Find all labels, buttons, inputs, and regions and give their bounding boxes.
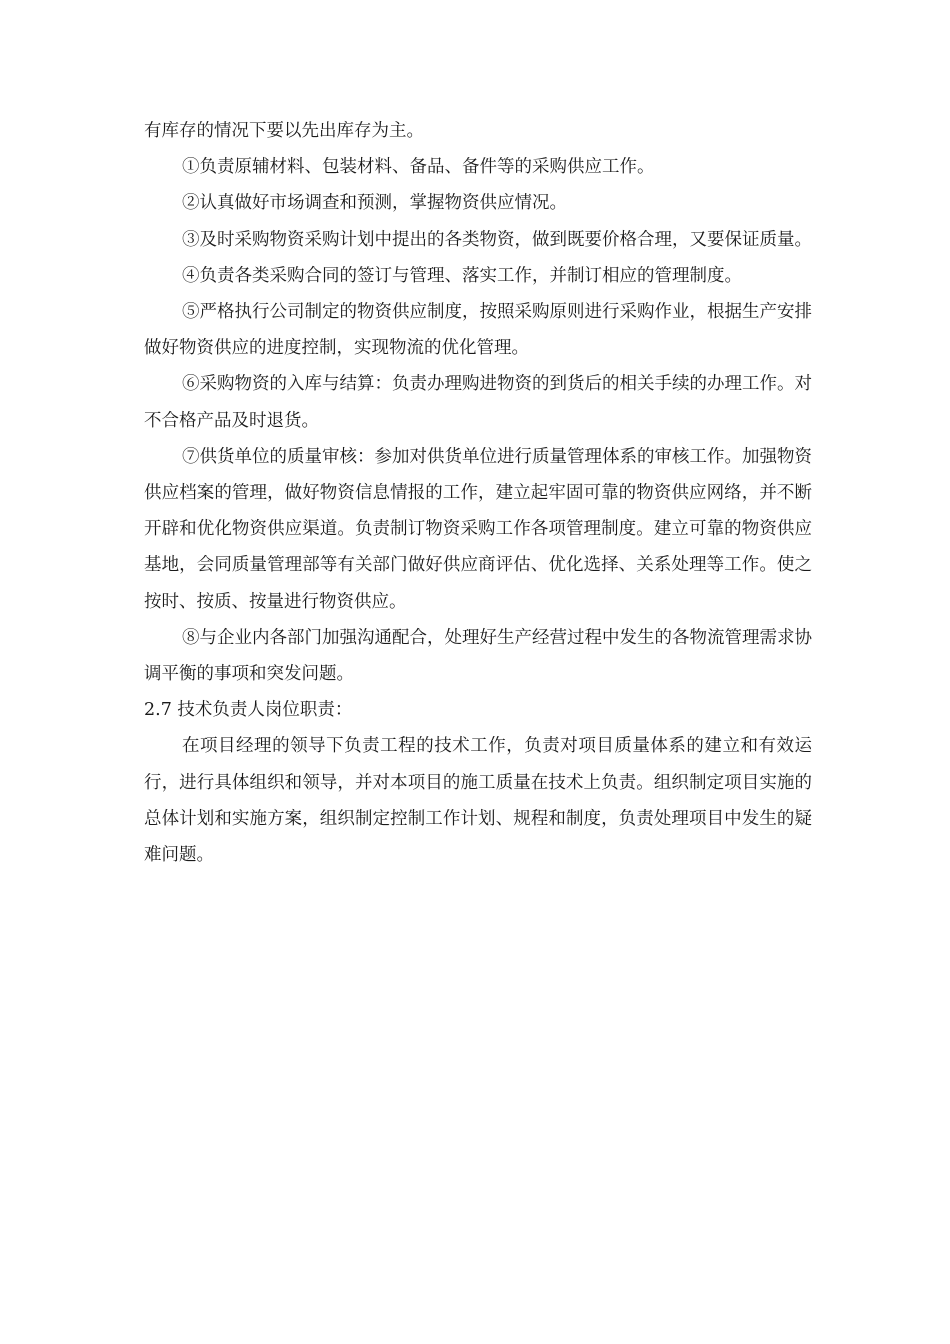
section-paragraph: 在项目经理的领导下负责工程的技术工作，负责对项目质量体系的建立和有效运行，进行具体组织和领导，并对本项目的施工质量在技术上负责。组织制定项目实施的总体计划和实施方案，组织制定控制工作计划、规程和制度，负责处理项目中发生的疑难问题。 — [144, 736, 812, 866]
document-body — [144, 113, 812, 873]
duty-item-6: ⑥采购物资的入库与结算：负责办理购进物资的到货后的相关手续的办理工作。对不合格产品及时退货。 — [144, 374, 812, 431]
duty-item-5: ⑤严格执行公司制定的物资供应制度，按照采购原则进行采购作业，根据生产安排做好物资供应的进度控制，实现物流的优化管理。 — [144, 302, 812, 359]
duty-item-3: ③及时采购物资采购计划中提出的各类物资，做到既要价格合理，又要保证质量。 — [182, 229, 812, 250]
lead-paragraph: 有库存的情况下要以先出库存为主。 — [144, 121, 424, 141]
duty-item-2: ②认真做好市场调查和预测，掌握物资供应情况。 — [182, 193, 567, 214]
section-heading: 2.7 技术负责人岗位职责： — [144, 700, 353, 721]
duty-item-7: ⑦供货单位的质量审核：参加对供货单位进行质量管理体系的审核工作。加强物资供应档案的管理，做好物资信息情报的工作，建立起牢固可靠的物资供应网络，并不断开辟和优化物资供应渠道。负责制订物资采购工作各项管理制度。建立可靠的物资供应基地，会同质量管理部等有关部门做好供应商评估、优化选择、关系处理等工作。使之按时、按质、按量进行物资供应。 — [144, 446, 812, 612]
duty-item-8: ⑧与企业内各部门加强沟通配合，处理好生产经营过程中发生的各物流管理需求协调平衡的事项和突发问题。 — [144, 627, 812, 685]
duty-item-4: ④负责各类采购合同的签订与管理、落实工作，并制订相应的管理制度。 — [182, 265, 742, 286]
duty-item-1: ①负责原辅材料、包装材料、备品、备件等的采购供应工作。 — [182, 157, 655, 178]
